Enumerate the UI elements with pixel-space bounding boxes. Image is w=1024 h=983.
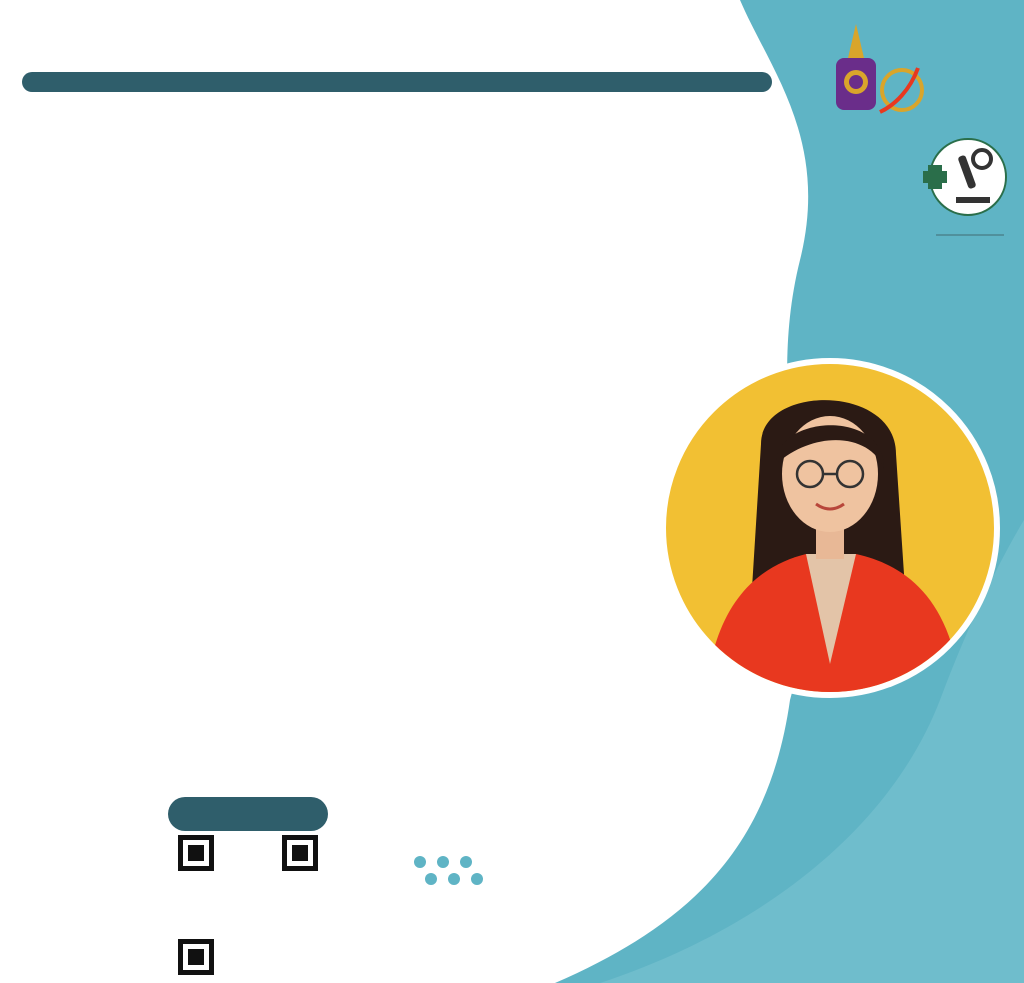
dot-cluster-bottom-center <box>414 856 483 885</box>
publication-info <box>585 834 1005 870</box>
heading-underline-bar <box>22 72 772 92</box>
author-photo <box>660 358 1000 698</box>
research-center-logo <box>918 135 1018 255</box>
scopus-rank <box>585 834 1005 866</box>
learn-more-button[interactable] <box>168 797 328 831</box>
author-portrait-illustration <box>666 364 994 692</box>
walailak-university-logo <box>830 20 930 135</box>
qr-code[interactable] <box>178 835 318 975</box>
